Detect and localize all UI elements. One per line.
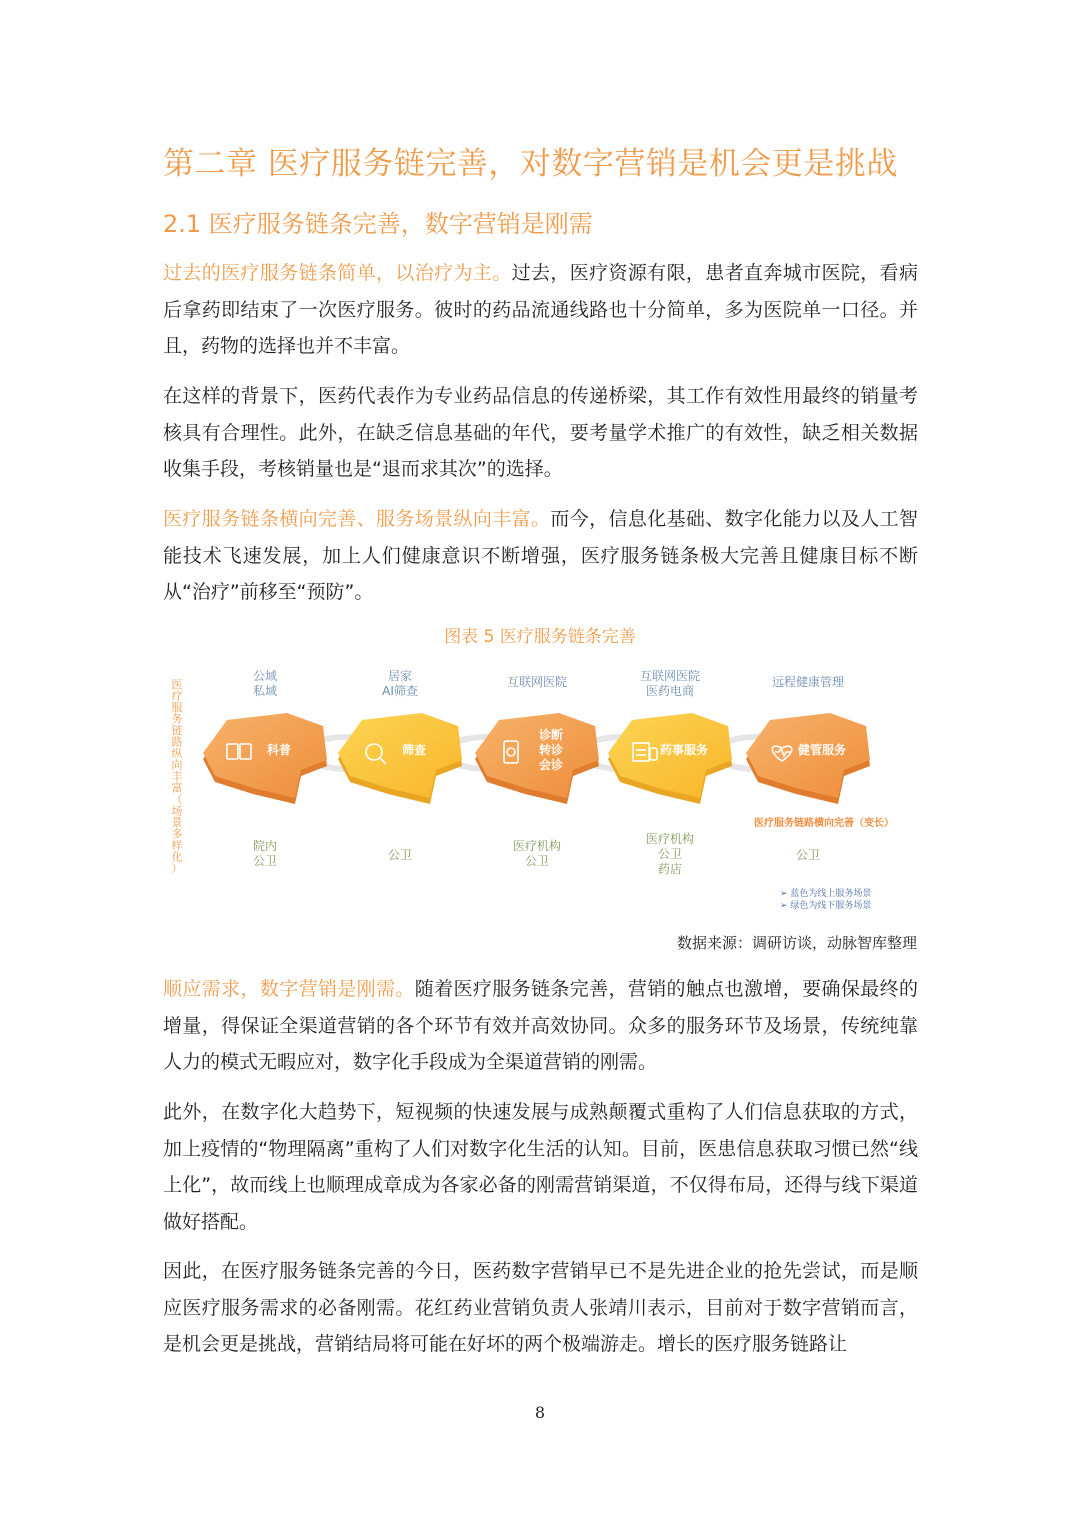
- chain-node: [475, 675, 599, 868]
- paragraph-3: [163, 501, 918, 611]
- horizontal-axis-label: 医疗服务链路横向完善（变长）: [754, 818, 894, 829]
- offline-scene-label: 公卫: [524, 854, 550, 868]
- paragraph-2: [163, 378, 918, 488]
- offline-scene-label: 医疗机构: [512, 839, 562, 853]
- node-name: 健管服务: [797, 743, 847, 757]
- offline-scene-label: 药店: [657, 862, 683, 876]
- legend-offline-text: 绿色为线下服务场景: [790, 901, 872, 911]
- paragraph-lead: 医疗服务链条横向完善、服务场景纵向丰富。: [163, 508, 551, 530]
- online-scene-label: 互联网医院: [506, 675, 568, 689]
- node-name: 诊断转诊会诊: [538, 728, 564, 772]
- online-scene-label: 医药电商: [645, 684, 695, 698]
- online-scene-label: 互联网医院: [639, 669, 701, 683]
- paragraph-text: 因此，在医疗服务链条完善的今日，医药数字营销早已不是先进企业的抢先尝试，而是顺应医疗服务需求的必备刚需。花红药业营销负责人张靖川表示，目前对于数字营销而言，是机会更是挑战，营销结局将可能在好坏的两个极端游走。增长的医疗服务链路让: [163, 1260, 918, 1355]
- legend-online-text: 蓝色为线上服务场景: [790, 889, 872, 899]
- online-scene-label: 居家: [387, 669, 413, 683]
- paragraph-text: 此外，在数字化大趋势下，短视频的快速发展与成熟颠覆式重构了人们信息获取的方式，加上疫情的“物理隔离”重构了人们对数字化生活的认知。目前，医患信息获取习惯已然“线上化”，故而线上也顺理成章成为各家必备的刚需营销渠道，不仅得布局，还得与线下渠道做好搭配。: [163, 1101, 918, 1233]
- paragraph-5: [163, 1094, 918, 1240]
- paragraph-1: [163, 255, 918, 365]
- chapter-title: 第二章 医疗服务链完善，对数字营销是机会更是挑战: [163, 146, 898, 182]
- paragraph-text: 过去，医疗资源有限，患者直奔城市医院，看病后拿药即结束了一次医疗服务。彼时的药品流通线路也十分简单，多为医院单一口径。并且，药物的选择也并不丰富。: [163, 262, 918, 357]
- paragraph-lead: 顺应需求，数字营销是刚需。: [163, 978, 415, 1000]
- online-scene-label: 远程健康管理: [771, 675, 845, 689]
- figure-title: 图表 5 医疗服务链条完善: [444, 627, 636, 647]
- online-scene-label: AI筛查: [382, 684, 418, 698]
- online-scene-label: 公域: [252, 669, 278, 683]
- paragraph-text: 而今，信息化基础、数字化能力以及人工智能技术飞速发展，加上人们健康意识不断增强，医疗服务链条极大完善且健康目标不断从“治疗”前移至“预防”。: [163, 508, 918, 603]
- chain-node: [746, 674, 870, 862]
- offline-scene-label: 公卫: [387, 848, 413, 862]
- node-name: 筛查: [401, 743, 427, 757]
- paragraph-6: [163, 1253, 918, 1363]
- online-scene-label: 私域: [252, 684, 278, 698]
- offline-scene-label: 公卫: [657, 847, 683, 861]
- offline-scene-label: 公卫: [795, 848, 821, 862]
- vertical-axis-label: 医疗服务链路纵向丰富（场景多样化）: [171, 678, 183, 875]
- chain-node: [608, 669, 732, 876]
- paragraph-lead: 过去的医疗服务链条简单，以治疗为主。: [163, 262, 512, 284]
- offline-scene-label: 医疗机构: [645, 832, 695, 846]
- node-block: [203, 713, 327, 798]
- offline-scene-label: 公卫: [252, 854, 278, 868]
- node-block: [338, 713, 462, 798]
- page-number: 8: [534, 1403, 546, 1422]
- chain-node: [203, 668, 327, 868]
- paragraph-text: 随着医疗服务链条完善，营销的触点也激增，要确保最终的增量，得保证全渠道营销的各个环节有效并高效协同。众多的服务环节及场景，传统纯靠人力的模式无暇应对，数字化手段成为全渠道营销的刚需。: [163, 978, 918, 1073]
- node-name: 药事服务: [659, 743, 709, 757]
- paragraph-text: 在这样的背景下，医药代表作为专业药品信息的传递桥梁，其工作有效性用最终的销量考核具有合理性。此外，在缺乏信息基础的年代，要考量学术推广的有效性，缺乏相关数据收集手段，考核销量也是“退而求其次”的选择。: [163, 385, 918, 480]
- data-source: 数据来源：调研访谈，动脉智库整理: [676, 934, 917, 952]
- service-chain-diagram: [160, 658, 920, 918]
- paragraph-4: [163, 971, 918, 1081]
- legend-online: ➢ 蓝色为线上服务场景: [780, 889, 872, 899]
- section-title: 2.1 医疗服务链条完善，数字营销是刚需: [163, 210, 593, 238]
- legend-offline: ➢ 绿色为线下服务场景: [780, 901, 872, 911]
- offline-scene-label: 院内: [252, 839, 278, 853]
- node-name: 科普: [266, 743, 292, 757]
- legend: [780, 887, 871, 911]
- node-block: [475, 713, 599, 798]
- chain-node: [338, 668, 462, 862]
